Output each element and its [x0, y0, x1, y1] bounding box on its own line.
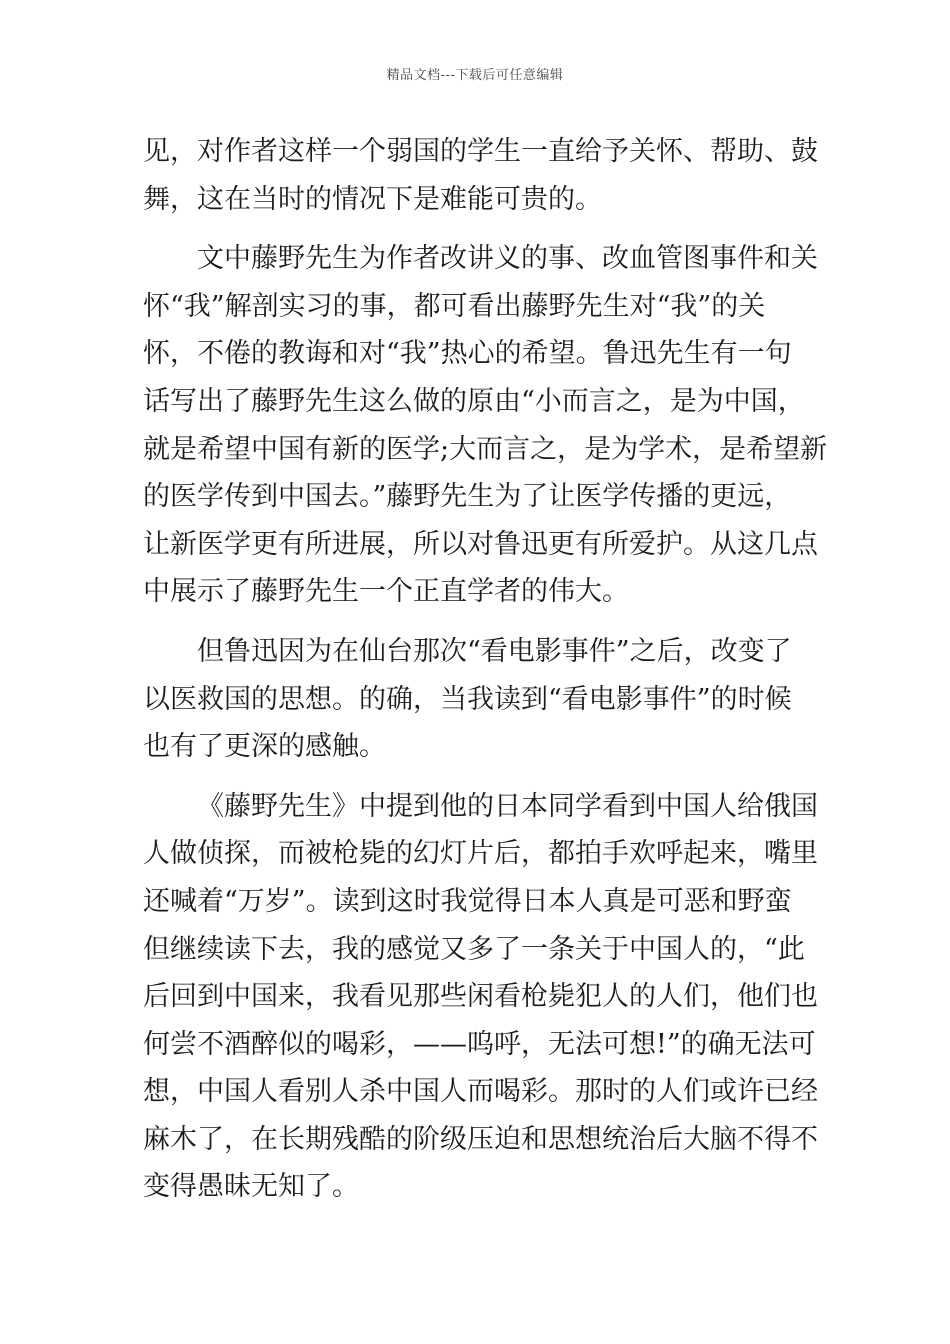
document-body	[143, 128, 828, 1211]
text-line: 想，中国人看别人杀中国人而喝彩。那时的人们或许已经	[143, 1076, 818, 1108]
text-line: 还喊着“万岁”。读到这时我觉得日本人真是可恶和野蛮	[143, 885, 792, 917]
text-line: 但继续读下去，我的感觉又多了一条关于中国人的，“此	[143, 933, 805, 965]
text-line: 何尝不酒醉似的喝彩，——呜呼，无法可想!”的确无法可	[143, 1028, 816, 1060]
text-line: 以医救国的思想。的确，当我读到“看电影事件”的时候	[143, 683, 792, 715]
page-header: 精品文档---下载后可任意编辑	[386, 68, 564, 83]
text-line: 怀“我”解剖实习的事，都可看出藤野先生对“我”的关	[143, 290, 766, 322]
text-line: 变得愚昧无知了。	[143, 1171, 359, 1203]
paragraph-1	[143, 128, 818, 223]
text-line: 麻木了，在长期残酷的阶级压迫和思想统治后大脑不得不	[143, 1123, 818, 1155]
text-line: 见，对作者这样一个弱国的学生一直给予关怀、帮助、鼓	[143, 136, 818, 167]
paragraph-4	[143, 783, 818, 1211]
text-line: 怀，不倦的教诲和对“我”热心的希望。鲁迅先生有一句	[143, 338, 792, 370]
text-line: 人做侦探，而被枪毙的幻灯片后，都拍手欢呼起来，嘴里	[143, 838, 818, 870]
text-line: 也有了更深的感触。	[143, 731, 386, 763]
paragraph-3	[143, 628, 807, 771]
text-line: 话写出了藤野先生这么做的原由“小而言之，是为中国，	[143, 385, 805, 417]
text-line: 后回到中国来，我看见那些闲看枪毙犯人的人们，他们也	[143, 981, 818, 1013]
text-line: 让新医学更有所进展，所以对鲁迅更有所爱护。从这几点	[143, 528, 818, 560]
text-line: 中展示了藤野先生一个正直学者的伟大。	[143, 576, 629, 608]
paragraph-2	[143, 235, 828, 616]
text-line: 《藤野先生》中提到他的日本同学看到中国人给俄国	[197, 790, 818, 822]
text-line: 舞，这在当时的情况下是难能可贵的。	[143, 183, 602, 215]
text-line: 就是希望中国有新的医学;大而言之，是为学术，是希望新	[143, 433, 828, 465]
text-line: 的医学传到中国去。”藤野先生为了让医学传播的更远，	[143, 481, 792, 513]
text-line: 文中藤野先生为作者改讲义的事、改血管图事件和关	[197, 243, 818, 275]
text-line: 但鲁迅因为在仙台那次“看电影事件”之后，改变了	[197, 635, 792, 667]
